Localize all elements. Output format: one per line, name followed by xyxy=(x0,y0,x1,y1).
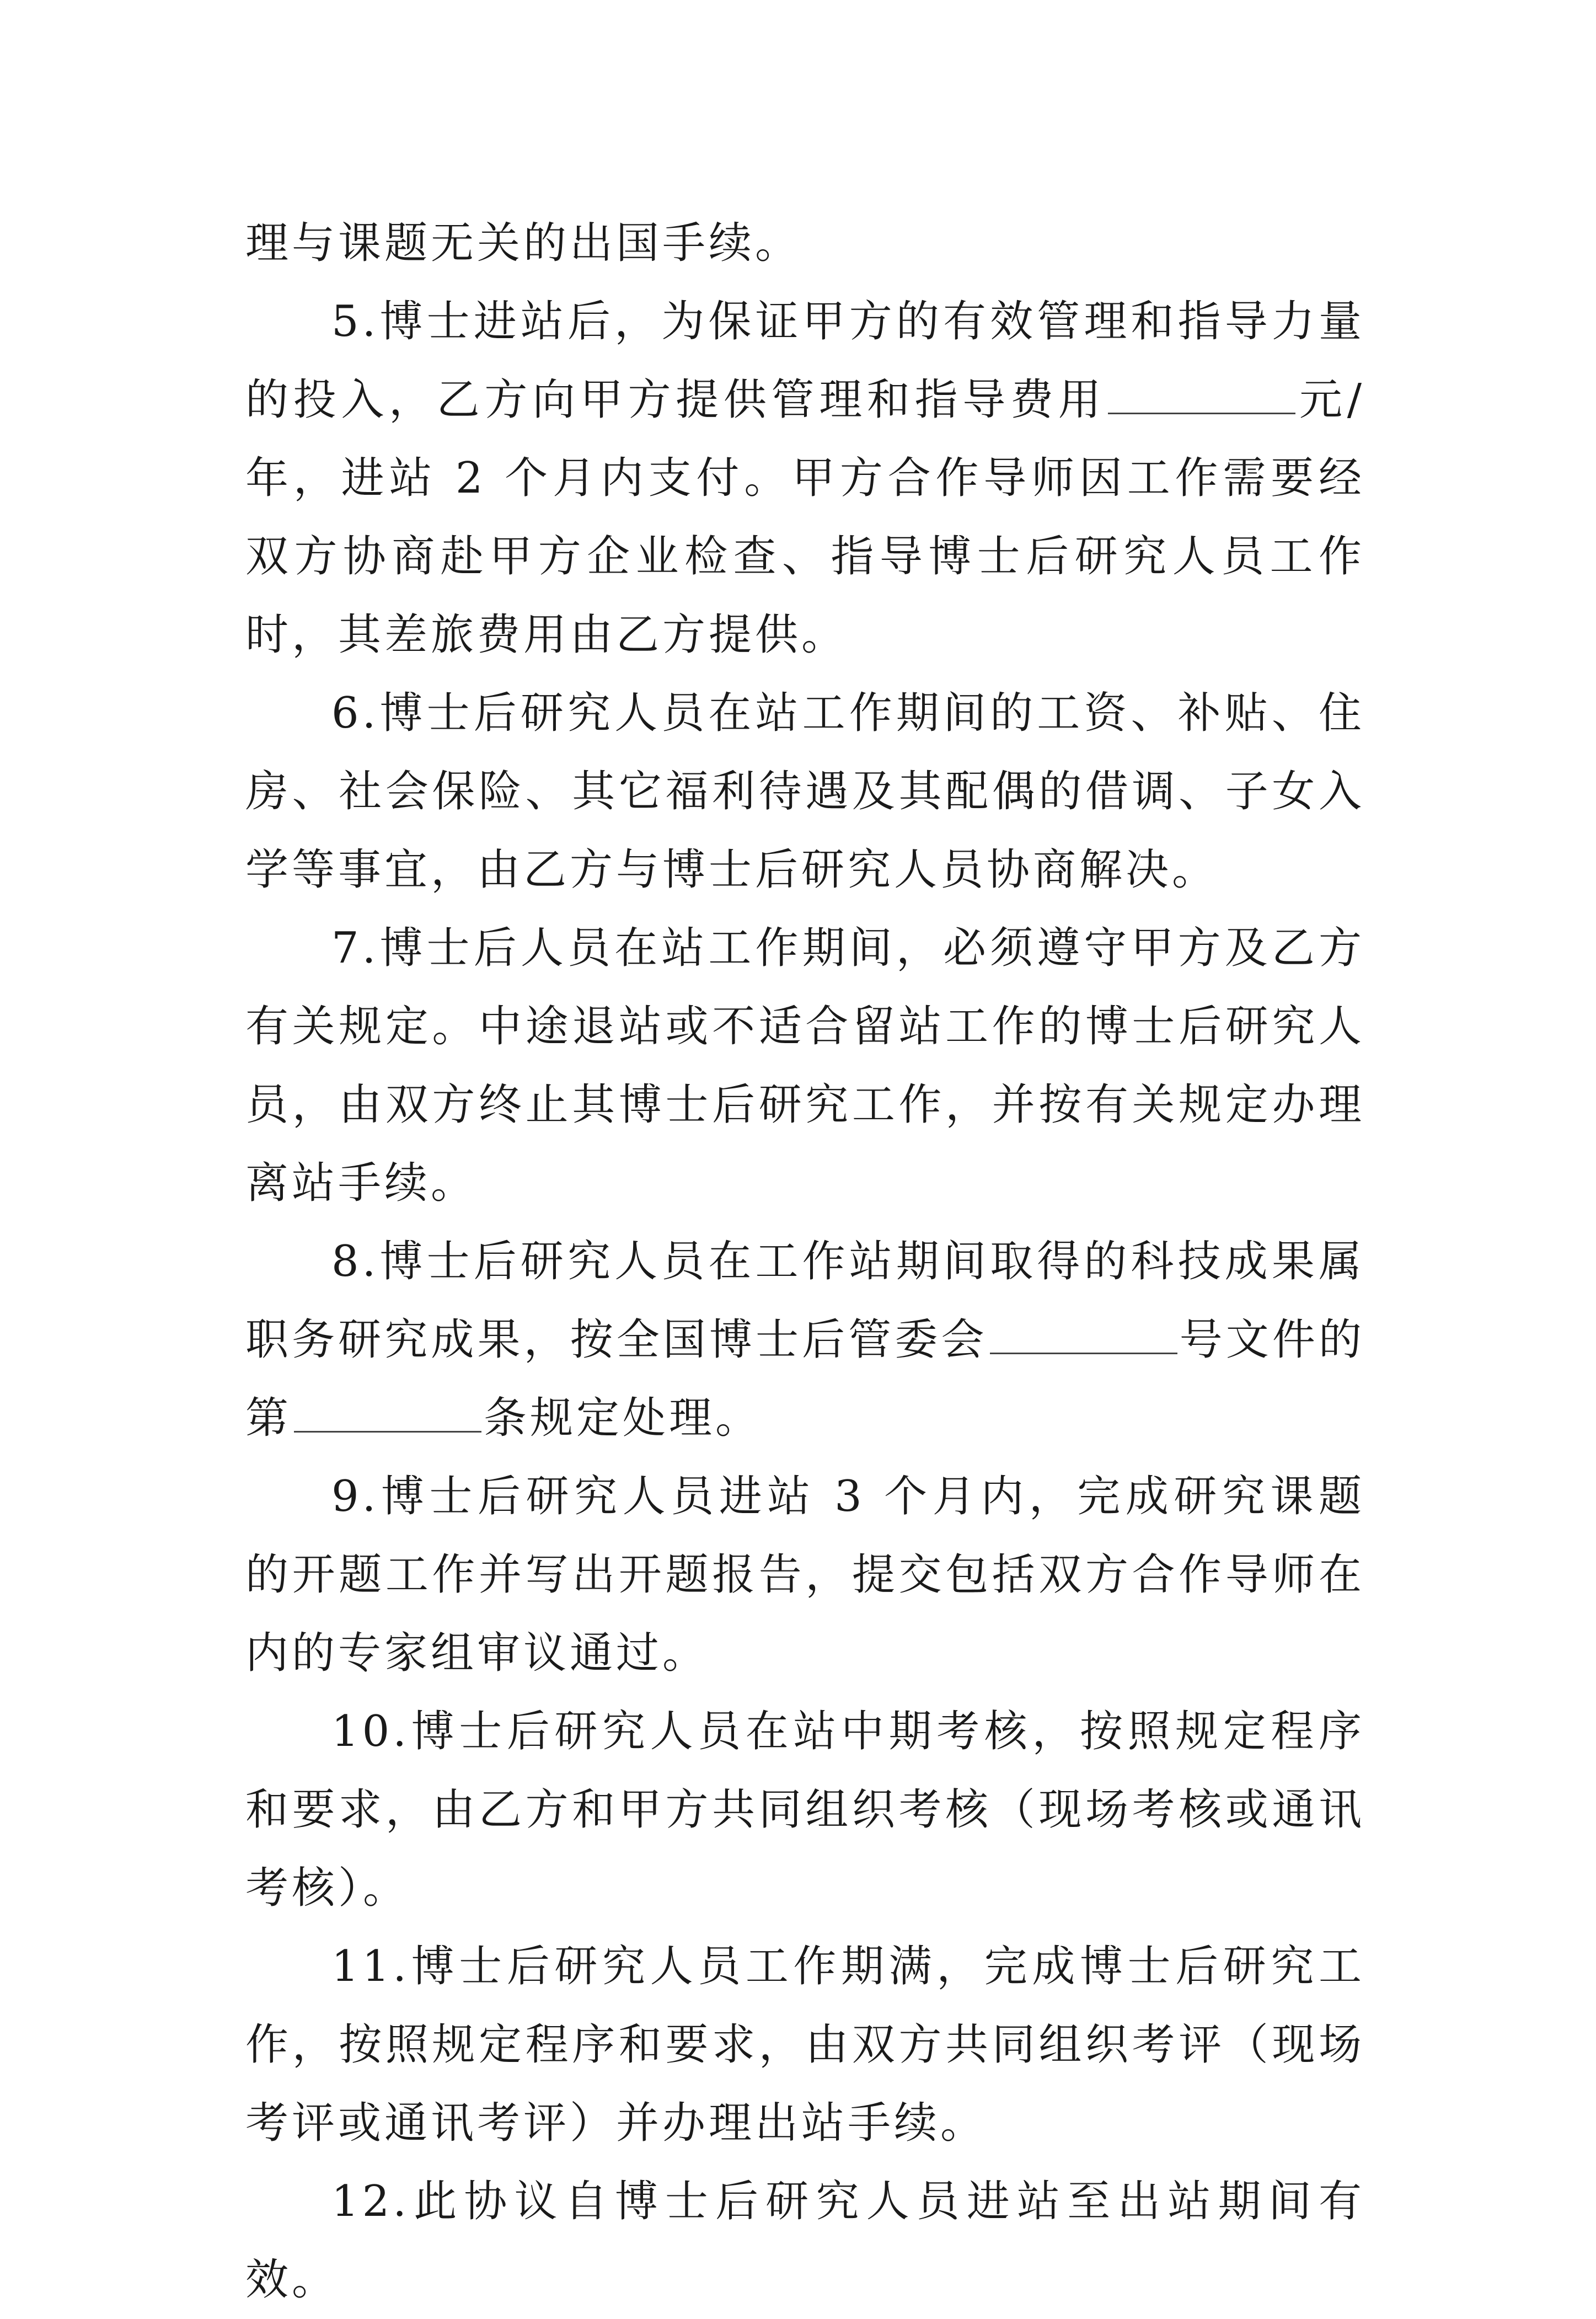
clause-10: 10.博士后研究人员在站中期考核，按照规定程序和要求，由乙方和甲方共同组织考核（现场考核或通讯考核）。 xyxy=(245,1707,1365,1913)
clause-5-text-a: 5.博士进站后，为保证甲方的有效管理和指导力量的投入，乙方向甲方提供管理和指导费用 xyxy=(245,297,1365,425)
clause-5-text-b: 元/年，进站 2 个月内支付。甲方合作导师因工作需要经双方协商赴甲方企业检查、指导博士后研究人员工作时，其差旅费用由乙方提供。 xyxy=(245,375,1365,660)
clause-11: 11.博士后研究人员工作期满，完成博士后研究工作，按照规定程序和要求，由双方共同组织考评（现场考评或通讯考评）并办理出站手续。 xyxy=(245,1942,1365,2148)
clause-6: 6.博士后研究人员在站工作期间的工资、补贴、住房、社会保险、其它福利待遇及其配偶的借调、子女入学等事宜，由乙方与博士后研究人员协商解决。 xyxy=(245,688,1365,895)
clause-12: 12.此协议自博士后研究人员进站至出站期间有效。 xyxy=(245,2177,1365,2305)
clause-8-text-b: 号文件的第 xyxy=(245,1315,1365,1443)
clause-5 xyxy=(245,282,1365,674)
article-number-blank[interactable] xyxy=(294,1392,481,1433)
fee-blank[interactable] xyxy=(1108,374,1295,414)
document-page xyxy=(245,204,1365,2319)
clause-9: 9.博士后研究人员进站 3 个月内，完成研究课题的开题工作并写出开题报告，提交包括双方合作导师在内的专家组审议通过。 xyxy=(245,1472,1365,1678)
clause-8 xyxy=(245,1222,1365,1457)
clause-8-text-a: 8.博士后研究人员在工作站期间取得的科技成果属职务研究成果，按全国博士后管委会 xyxy=(245,1237,1365,1365)
paragraph-continuation: 理与课题无关的出国手续。 xyxy=(245,218,802,268)
document-number-blank[interactable] xyxy=(990,1314,1177,1354)
clause-8-text-c: 条规定处理。 xyxy=(484,1393,762,1443)
clause-7: 7.博士后人员在站工作期间，必须遵守甲方及乙方有关规定。中途退站或不适合留站工作的博士后研究人员，由双方终止其博士后研究工作，并按有关规定办理离站手续。 xyxy=(245,923,1365,1208)
